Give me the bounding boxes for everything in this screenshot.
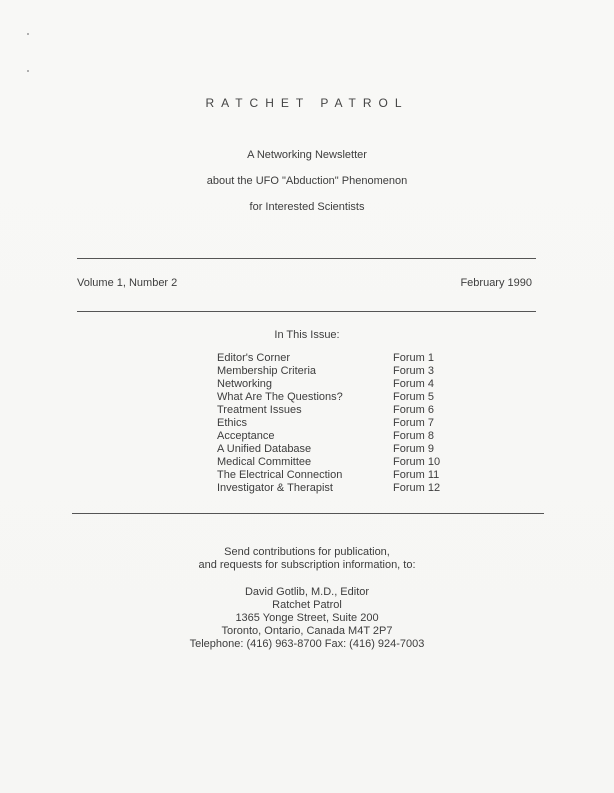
toc-item-title: Ethics: [217, 417, 247, 429]
subtitle-line-2: about the UFO "Abduction" Phenomenon: [206, 175, 408, 187]
newsletter-title: RATCHET PATROL: [205, 96, 409, 110]
subtitle-line-1: A Networking Newsletter: [247, 149, 367, 161]
toc-item-page: Forum 5: [393, 391, 434, 403]
toc-item-title: Membership Criteria: [217, 365, 317, 377]
contributions-intro-1: Send contributions for publication,: [224, 546, 390, 558]
city-address: Toronto, Ontario, Canada M4T 2P7: [221, 625, 393, 637]
toc-item: [217, 417, 457, 430]
toc-item-title: What Are The Questions?: [217, 391, 343, 403]
toc-item-title: Treatment Issues: [217, 404, 302, 416]
toc-item-page: Forum 11: [393, 469, 440, 481]
toc-item-page: Forum 3: [393, 365, 434, 377]
toc-item-page: Forum 1: [393, 352, 434, 364]
toc-item-page: Forum 4: [393, 378, 434, 390]
toc-item: [217, 456, 457, 469]
volume-number: Volume 1, Number 2: [77, 277, 178, 289]
toc-item: [217, 352, 457, 365]
toc-item-title: Acceptance: [217, 430, 275, 442]
subtitle-line-3: for Interested Scientists: [249, 201, 365, 213]
toc-item-page: Forum 12: [393, 482, 441, 494]
toc-item: [217, 378, 457, 391]
contributions-intro-2: and requests for subscription information, to:: [198, 559, 416, 571]
editor-name: David Gotlib, M.D., Editor: [244, 586, 370, 598]
toc-item: [217, 391, 457, 404]
toc-item-page: Forum 6: [393, 404, 434, 416]
toc-item-title: A Unified Database: [217, 443, 312, 455]
toc-item: [217, 404, 457, 417]
scan-speck: [27, 70, 29, 72]
toc-item-title: Medical Committee: [217, 456, 312, 468]
toc-heading: In This Issue:: [274, 329, 340, 341]
toc-item: [217, 482, 457, 495]
toc-item-title: The Electrical Connection: [217, 469, 343, 481]
issue-date: February 1990: [460, 277, 532, 289]
toc-item-page: Forum 9: [393, 443, 434, 455]
toc-item-page: Forum 7: [393, 417, 434, 429]
phone-fax: Telephone: (416) 963-8700 Fax: (416) 924-7003: [189, 638, 425, 650]
toc-item: [217, 430, 457, 443]
scan-speck: [27, 33, 29, 35]
toc-item: [217, 443, 457, 456]
street-address: 1365 Yonge Street, Suite 200: [235, 612, 379, 624]
toc-item-page: Forum 10: [393, 456, 441, 468]
toc-item: [217, 365, 457, 378]
toc-item-title: Investigator & Therapist: [217, 482, 333, 494]
toc-item-title: Networking: [217, 378, 273, 390]
table-of-contents: [217, 352, 457, 495]
divider-bottom: [72, 513, 544, 514]
divider-middle: [77, 311, 536, 312]
publication-name: Ratchet Patrol: [272, 599, 342, 611]
toc-item-page: Forum 8: [393, 430, 434, 442]
toc-item: [217, 469, 457, 482]
divider-top: [77, 258, 536, 259]
toc-item-title: Editor's Corner: [217, 352, 291, 364]
